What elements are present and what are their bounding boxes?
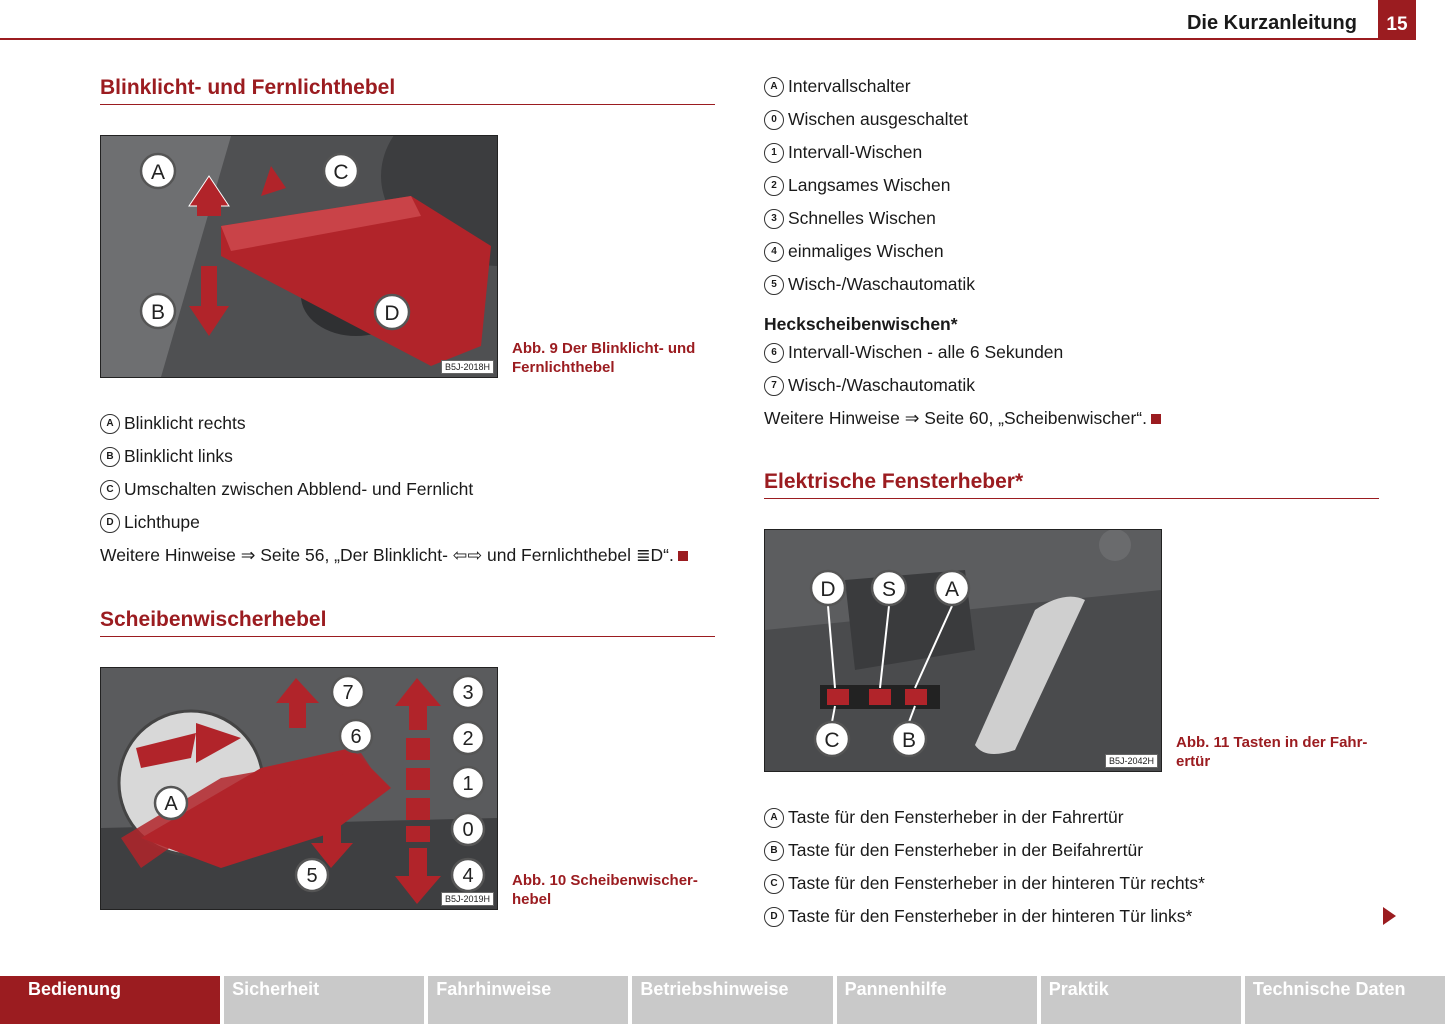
fig2-label-4: 4 [462,865,474,887]
item-text: Lichthupe [124,512,200,532]
fig2-label-7: 7 [342,682,354,704]
fig1-label-b: B [150,301,166,324]
subheading-heckscheibe: Heckscheibenwischen* [764,314,958,334]
list-item [764,208,936,229]
tab-bedienung[interactable]: Bedienung [0,976,220,1024]
chapter-title: Die Kurzanleitung [1186,12,1357,34]
item-badge: 4 [764,242,784,262]
list-item [764,274,975,295]
note-text: Weitere Hinweise ⇒ Seite 56, „Der Blinklicht- ⇦⇨ und Fernlichthebel ≣D“. [100,545,674,565]
item-badge: A [764,808,784,828]
item-text: Wischen ausgeschaltet [788,109,968,129]
item-badge: D [764,907,784,927]
item-text: Intervall-Wischen - alle 6 Sekunden [788,342,1064,362]
fig2-label-a: A [164,793,178,815]
item-badge: B [764,841,784,861]
tab-betriebshinweise[interactable]: Betriebshinweise [632,976,832,1024]
item-badge: 7 [764,376,784,396]
list-item [764,906,1192,927]
page-number: 15 [1378,0,1416,40]
item-badge: 1 [764,143,784,163]
fig1-label-d: D [384,302,400,325]
item-badge: 6 [764,343,784,363]
figure-code: B5J-2018H [441,360,494,374]
list-item [764,375,975,396]
item-text: Blinklicht links [124,446,233,466]
header-rule [0,38,1378,40]
item-text: Langsames Wischen [788,175,951,195]
item-text: Taste für den Fensterheber in der Fahrertür [788,807,1124,827]
end-marker [678,551,688,561]
footer-nav [0,976,1445,1024]
figure-caption: Abb. 11 Tasten in der Fahr-ertür [1176,734,1368,770]
item-badge: D [100,513,120,533]
tab-pannenhilfe[interactable]: Pannenhilfe [837,976,1037,1024]
list-item [764,241,944,262]
fig3-label-b: B [901,729,917,752]
item-text: Taste für den Fensterheber in der Beifahrertür [788,840,1144,860]
item-badge: A [764,77,784,97]
item-badge: 5 [764,275,784,295]
item-text: Taste für den Fensterheber in der hinteren Tür links* [788,906,1193,926]
list-item [764,175,950,196]
figure-code: B5J-2019H [441,892,494,906]
item-text: Wisch-/Waschautomatik [788,274,976,294]
item-badge: B [100,447,120,467]
item-badge: 3 [764,209,784,229]
section-title-scheibenwischer: Scheibenwischerhebel [100,608,715,637]
item-badge: C [764,874,784,894]
list-item [764,840,1143,861]
fig2-label-2: 2 [462,728,474,750]
fig1-label-a: A [150,161,166,184]
item-text: Intervall-Wischen [788,142,923,162]
tab-fahrhinweise[interactable]: Fahrhinweise [428,976,628,1024]
figure-code: B5J-2042H [1105,754,1158,768]
list-item [764,142,922,163]
tab-sicherheit[interactable]: Sicherheit [224,976,424,1024]
list-item [764,342,1063,363]
tab-technische-daten[interactable]: Technische Daten [1245,976,1445,1024]
item-badge: C [100,480,120,500]
fig3-label-c: C [824,729,840,752]
fig3-label-d: D [820,578,836,601]
next-page-arrow-icon[interactable] [1383,907,1396,925]
reference-note [764,408,1161,429]
section-title-fensterheber: Elektrische Fensterheber* [764,470,1379,499]
fig3-label-s: S [881,578,897,601]
item-badge: 0 [764,110,784,130]
item-text: Taste für den Fensterheber in der hinteren Tür rechts* [788,873,1205,893]
note-text: Weitere Hinweise ⇒ Seite 60, „Scheibenwischer“. [764,408,1147,428]
item-text: Umschalten zwischen Abblend- und Fernlicht [124,479,474,499]
list-item [764,76,911,97]
figure-wiper-lever [100,667,498,910]
item-text: einmaliges Wischen [788,241,944,261]
list-item [100,446,233,467]
item-text: Blinklicht rechts [124,413,246,433]
list-item [764,873,1205,894]
tab-praktik[interactable]: Praktik [1041,976,1241,1024]
figure-window-switches [764,529,1162,772]
fig2-label-3: 3 [462,682,474,704]
list-item [100,413,246,434]
item-badge: 2 [764,176,784,196]
fig3-label-a: A [944,578,960,601]
item-text: Wisch-/Waschautomatik [788,375,976,395]
list-item [764,807,1124,828]
figure-blinklicht-lever [100,135,498,378]
fig2-label-1: 1 [462,773,474,795]
list-item [764,109,968,130]
end-marker [1151,414,1161,424]
item-badge: A [100,414,120,434]
figure-caption: Abb. 9 Der Blinklicht- und Fernlichthebel [512,340,696,376]
list-item [100,479,473,500]
reference-note [100,545,688,566]
fig2-label-0: 0 [462,819,474,841]
fig1-label-c: C [333,161,349,184]
item-text: Intervallschalter [788,76,911,96]
list-item [100,512,200,533]
figure-caption: Abb. 10 Scheibenwischer-hebel [512,872,698,908]
item-text: Schnelles Wischen [788,208,936,228]
fig2-label-5: 5 [306,865,318,887]
fig2-label-6: 6 [350,726,362,748]
section-title-blinklicht: Blinklicht- und Fernlichthebel [100,76,715,105]
